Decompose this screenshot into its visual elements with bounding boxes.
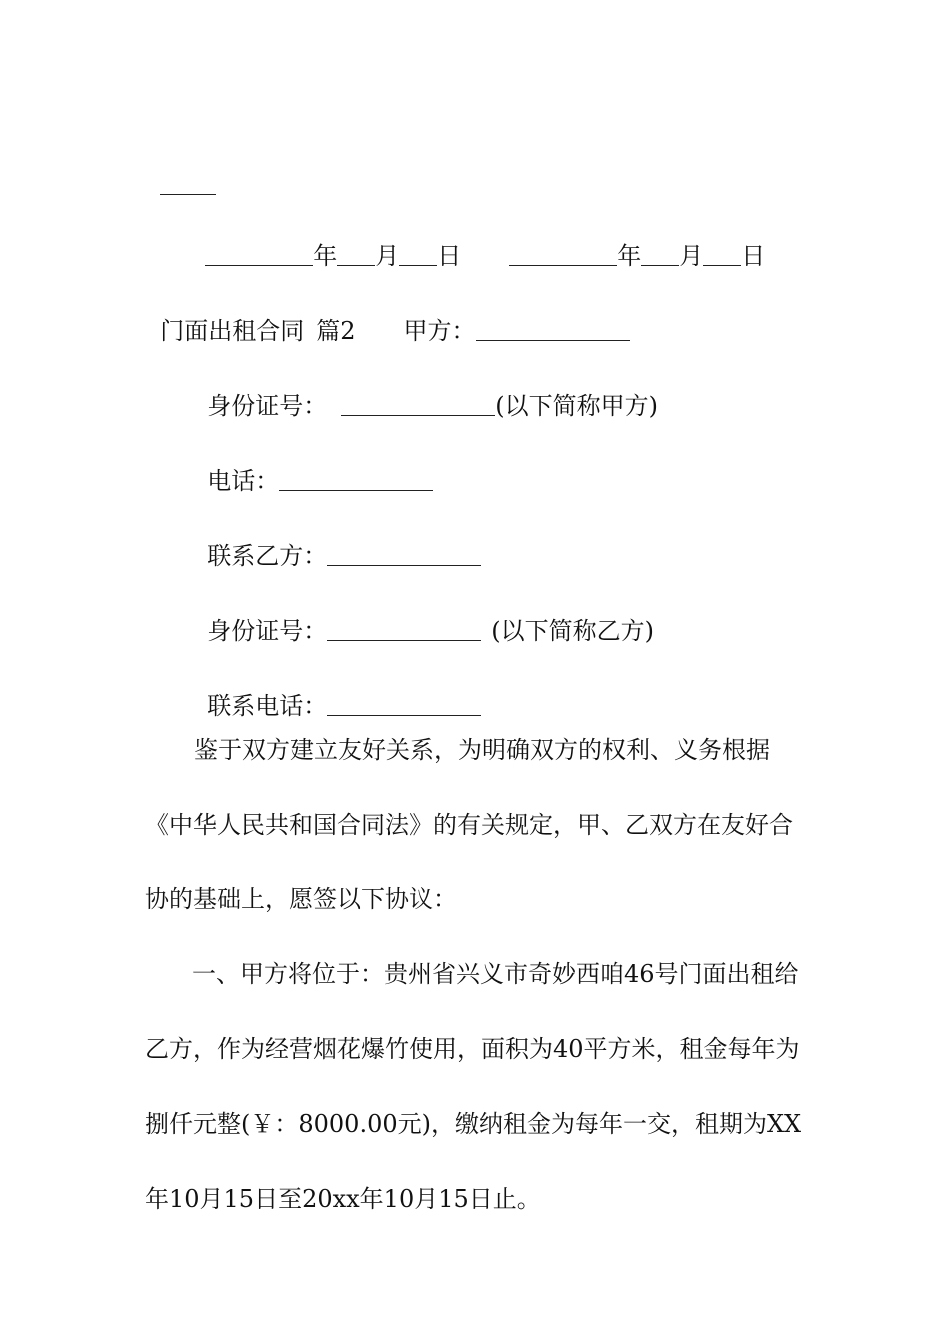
month-blank-1 [337,243,375,266]
preamble-line: 协的基础上，愿签以下协议： [145,885,457,913]
day-blank-2 [703,243,741,266]
year-blank-2 [509,243,617,266]
year-label-1: 年 [313,242,338,270]
party-a-id-blank [341,393,495,416]
clause-line: 捌仟元整(￥：8000.00元)，缴纳租金为每年一交，租期为XX [145,1110,802,1138]
day-label-1: 日 [437,242,462,270]
day-blank-1 [399,243,437,266]
party-b-contact-blank [327,543,481,566]
party-a-id-suffix: (以下简称甲方) [495,392,658,420]
year-blank-1 [205,243,313,266]
month-label-1: 月 [375,242,400,270]
party-b-contact-row [192,511,810,571]
party-b-phone-blank [327,693,481,716]
party-a-phone-label: 电话： [207,467,280,495]
party-a-blank [476,318,630,341]
year-label-2: 年 [617,242,642,270]
signature-date-row [190,211,810,271]
clause-line: 年10月15日至20xx年10月15日止。 [145,1185,541,1213]
preamble-line: 鉴于双方建立友好关系，为明确双方的权利、义务根据 [194,736,770,764]
clause-line: 一、甲方将位于：贵州省兴义市奇妙西咱46号门面出租给 [192,960,799,988]
month-blank-2 [641,243,679,266]
month-label-2: 月 [679,242,704,270]
party-a-label: 甲方： [403,317,476,345]
party-b-phone-row [192,661,810,721]
blank-line [160,172,216,195]
contract-title: 门面出租合同 [160,317,305,345]
party-b-id-row [192,586,810,646]
preamble-line: 《中华人民共和国合同法》的有关规定，甲、乙双方在友好合 [145,811,793,839]
party-b-phone-label: 联系电话： [207,692,328,720]
clause-line: 乙方，作为经营烟花爆竹使用，面积为40平方米，租金每年为 [145,1035,800,1063]
party-a-id-label: 身份证号： [207,392,328,420]
contract-heading-row [145,286,810,346]
top-blank-line [145,140,810,200]
party-a-phone-row [192,436,810,496]
party-b-id-suffix: (以下简称乙方) [491,617,654,645]
party-a-id-row [192,361,810,421]
party-b-contact-label: 联系乙方： [207,542,328,570]
party-b-id-label: 身份证号： [207,617,328,645]
party-b-id-blank [327,618,481,641]
party-a-phone-blank [279,468,433,491]
day-label-2: 日 [741,242,766,270]
contract-part: 篇2 [316,317,356,345]
